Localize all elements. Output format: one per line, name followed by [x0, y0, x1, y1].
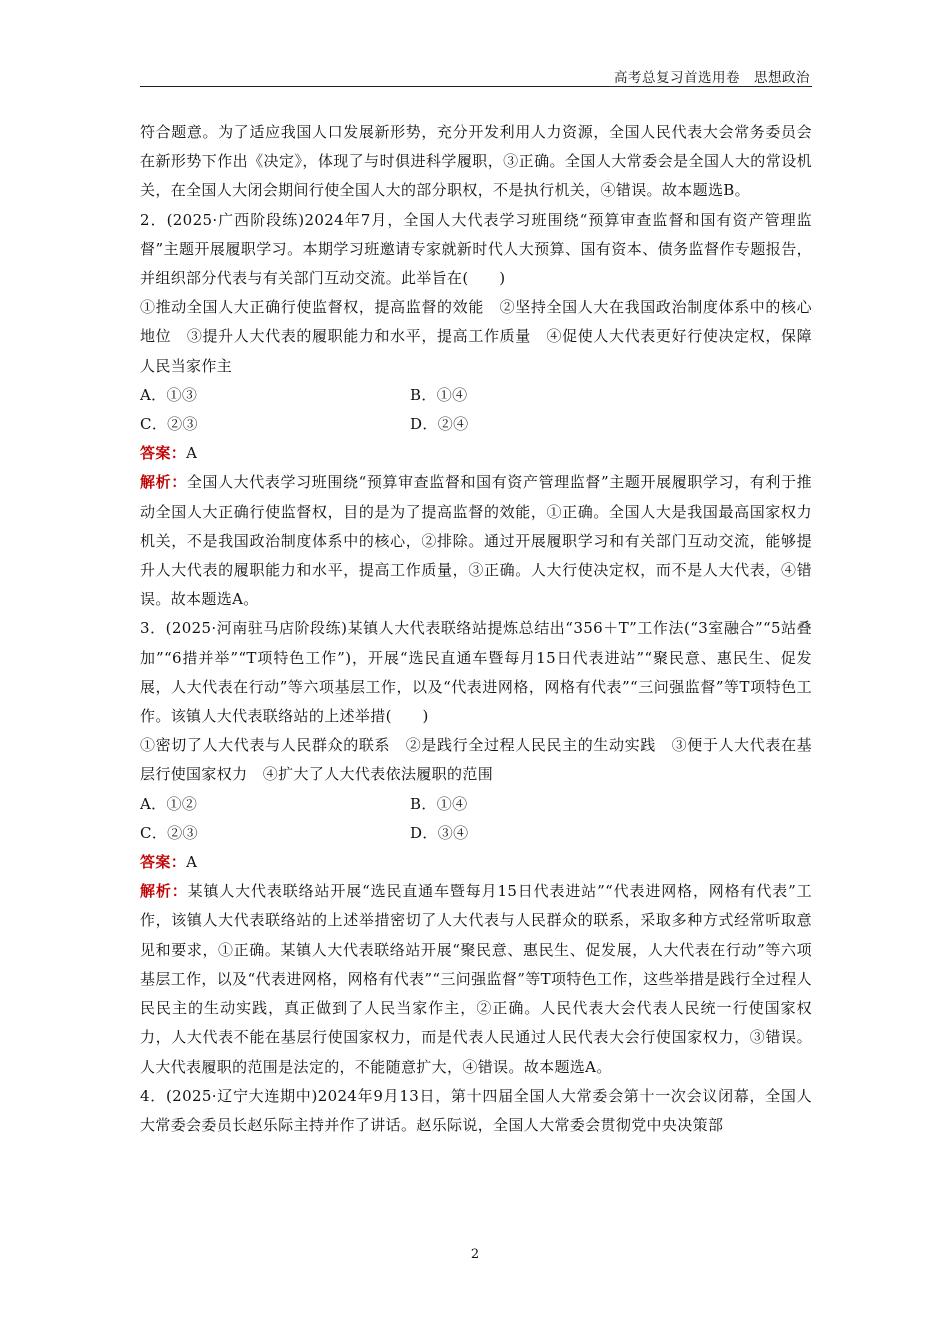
answer-label: 答案： — [140, 444, 187, 463]
question-statements: ①推动全国人大正确行使监督权，提高监督的效能 ②坚持全国人大在我国政治制度体系中的核心地位 ③提升人大代表的履职能力和水平，提高工作质量 ④促使人大代表更好行使决定权，保障人民当家作主 — [140, 298, 812, 375]
document-body — [140, 118, 812, 1140]
explanation-label: 解析： — [140, 473, 187, 492]
question-statements: ①密切了人大代表与人民群众的联系 ②是践行全过程人民民主的生动实践 ③便于人大代表在基层行使国家权力 ④扩大了人大代表依法履职的范围 — [140, 736, 812, 784]
explanation-text: 某镇人大代表联络站开展“选民直通车暨每月15日代表进站”“代表进网格，网格有代表”工作，该镇人大代表联络站的上述举措密切了人大代表与人民群众的联系，采取多种方式经常听取意见和要求，①正确。某镇人大代表联络站开展“聚民意、惠民生、促发展，人大代表在行动”等六项基层工作，以及“代表进网格，网格有代表”“三问强监督”等T项特色工作，这些举措是践行全过程人民民主的生动实践，真正做到了人民当家作主，②正确。人民代表大会代表人民统一行使国家权力，人大代表不能在基层行使国家权力，而是代表人民通过人民代表大会行使国家权力，③错误。人大代表履职的范围是法定的，不能随意扩大，④错误。故本题选A。 — [140, 882, 812, 1076]
option-a: A．①③ — [140, 385, 198, 404]
intro-explanation: 符合题意。为了适应我国人口发展新形势，充分开发利用人力资源，全国人民代表大会常务委员会在新形势下作出《决定》，体现了与时俱进科学履职，③正确。全国人大常委会是全国人大的常设机关，在全国人大闭会期间行使全国人大的部分职权，不是执行机关，④错误。故本题选B。 — [140, 123, 812, 200]
question-2 — [140, 206, 812, 615]
explanation-label: 解析： — [140, 882, 188, 901]
options-row — [140, 381, 812, 410]
option-c: C．②③ — [140, 415, 198, 434]
option-b: B．①④ — [410, 385, 468, 404]
options-row — [140, 410, 812, 439]
explanation — [140, 468, 812, 614]
question-3 — [140, 614, 812, 1081]
answer-label: 答案： — [140, 853, 187, 872]
option-c: C．②③ — [140, 823, 198, 842]
option-d: D．③④ — [410, 823, 469, 842]
question-stem: 4．(2025·辽宁大连期中)2024年9月13日，第十四届全国人大常委会第十一次会议闭幕，全国人大常委会委员长赵乐际主持并作了讲话。赵乐际说，全国人大常委会贯彻党中央决策部 — [140, 1086, 812, 1134]
answer-value: A — [186, 853, 198, 872]
question-stem: 3．(2025·河南驻马店阶段练)某镇人大代表联络站提炼总结出“356＋T”工作法(“3室融合”“5站叠加”“6措并举”“T项特色工作”)，开展“选民直通车暨每月15日代表进站”“聚民意、惠民生、促发展，人大代表在行动”等六项基层工作，以及“代表进网格，网格有代表”“三问强监督”等T项特色工作。该镇人大代表联络站的上述举措( ) — [140, 619, 812, 726]
page-header: 高考总复习首选用卷 思想政治 — [614, 70, 810, 86]
option-a: A．①② — [140, 794, 198, 813]
option-b: B．①④ — [410, 794, 468, 813]
question-4 — [140, 1082, 812, 1140]
explanation-text: 全国人大代表学习班围绕“预算审查监督和国有资产管理监督”主题开展履职学习，有利于推动全国人大正确行使监督权，目的是为了提高监督的效能，①正确。全国人大是我国最高国家权力机关，不是我国政治制度体系中的核心，②排除。通过开展履职学习和有关部门互动交流，能够提升人大代表的履职能力和水平，提高工作质量，③正确。人大行使决定权，而不是人大代表，④错误。故本题选A。 — [140, 473, 812, 609]
option-d: D．②④ — [410, 415, 469, 434]
explanation — [140, 877, 812, 1081]
header-divider — [140, 86, 812, 87]
answer-value: A — [186, 444, 198, 463]
options-row — [140, 819, 812, 848]
page-number: 2 — [470, 1247, 480, 1262]
question-stem: 2．(2025·广西阶段练)2024年7月，全国人大代表学习班围绕“预算审查监督和国有资产管理监督”主题开展履职学习。本期学习班邀请专家就新时代人大预算、国有资本、债务监督作专题报告，并组织部分代表与有关部门互动交流。此举旨在( ) — [140, 210, 812, 288]
answer-line — [140, 439, 812, 468]
options-row — [140, 790, 812, 819]
answer-line — [140, 848, 812, 877]
